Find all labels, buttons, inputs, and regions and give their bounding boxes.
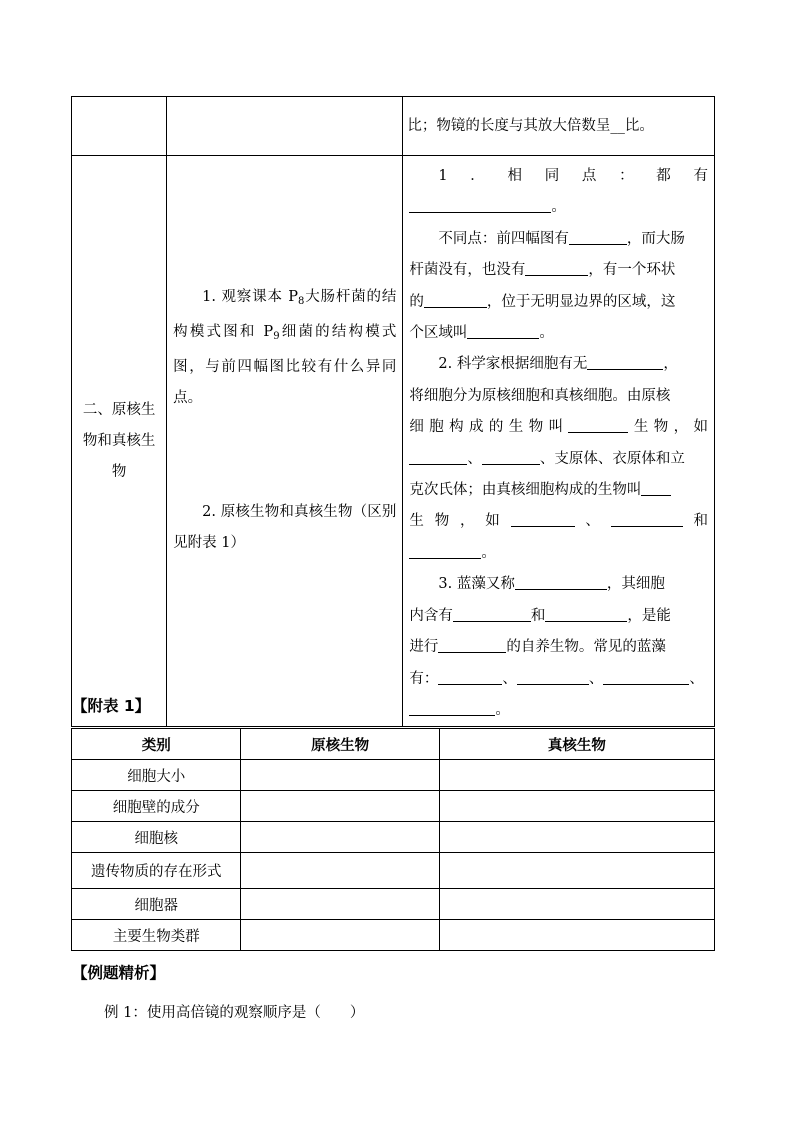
cell-empty bbox=[167, 97, 403, 156]
fill-blank[interactable] bbox=[641, 481, 671, 497]
answer-line: 杆菌没有，也没有 ，有一个环状 bbox=[409, 262, 676, 279]
answer-line: 不同点：前四幅图有 ，而大肠 bbox=[438, 230, 685, 247]
row-label: 细胞核 bbox=[72, 822, 241, 853]
activity-2: 2. 原核生物和真核生物（区别见附表 1） bbox=[173, 504, 397, 551]
answer-line: 有： 、 、 、 bbox=[409, 670, 704, 687]
answer-text: 比；物镜的长度与其放大倍数呈__比。 bbox=[407, 117, 654, 134]
fill-blank[interactable] bbox=[568, 418, 628, 434]
answer-line: 生物，如 、 和 bbox=[409, 513, 709, 530]
column-header: 类别 bbox=[72, 729, 241, 760]
fill-blank[interactable] bbox=[515, 575, 607, 591]
appendix-table bbox=[71, 728, 715, 951]
answer-cell bbox=[403, 156, 715, 727]
answer-line: 1．相同点：都有 bbox=[438, 168, 708, 184]
column-header: 原核生物 bbox=[241, 729, 439, 760]
example-question: 例 1：使用高倍镜的观察顺序是（ ） bbox=[104, 1005, 365, 1021]
fill-blank[interactable] bbox=[438, 669, 502, 685]
column-header: 真核生物 bbox=[439, 729, 714, 760]
answer-block bbox=[403, 156, 714, 726]
fill-blank[interactable] bbox=[467, 324, 539, 340]
fill-blank[interactable] bbox=[525, 261, 588, 277]
fill-blank[interactable] bbox=[482, 449, 540, 465]
content-table bbox=[71, 96, 715, 727]
fill-blank[interactable] bbox=[517, 669, 589, 685]
table-row bbox=[72, 822, 715, 853]
fill-blank[interactable] bbox=[569, 229, 627, 245]
answer-line: 内含有 和 ，是能 bbox=[409, 607, 671, 624]
answer-line: 。 bbox=[409, 538, 708, 569]
table-row bbox=[72, 97, 715, 156]
row-label: 细胞器 bbox=[72, 889, 241, 920]
fill-blank[interactable] bbox=[603, 669, 689, 685]
table-cell[interactable] bbox=[241, 760, 439, 791]
answer-line: 细胞构成的生物叫 生物，如 bbox=[409, 419, 709, 436]
answer-line: 的 ，位于无明显边界的区域，这 bbox=[409, 293, 676, 310]
table-row bbox=[72, 889, 715, 920]
answer-line: 2. 科学家根据细胞有无 ， bbox=[438, 356, 678, 373]
table-row bbox=[72, 156, 715, 727]
cell-empty bbox=[72, 97, 167, 156]
fill-blank[interactable] bbox=[545, 606, 627, 622]
answer-line: 克次氏体；由真核细胞构成的生物叫 bbox=[409, 475, 708, 506]
fill-blank[interactable] bbox=[438, 638, 506, 654]
table-cell[interactable] bbox=[241, 889, 439, 920]
fill-blank[interactable] bbox=[424, 292, 487, 308]
examples-heading: 【例题精析】 bbox=[72, 964, 166, 982]
table-header-row bbox=[72, 729, 715, 760]
table-cell[interactable] bbox=[439, 822, 714, 853]
table-cell[interactable] bbox=[439, 791, 714, 822]
table-cell[interactable] bbox=[241, 822, 439, 853]
activity-1: 1. 观察课本 $P_8$大肠杆菌的结构模式图和 $P_9$细菌的结构模式图，与前四幅图比较有什么异同点。 bbox=[173, 289, 397, 406]
table-cell[interactable] bbox=[439, 853, 714, 889]
row-label: 细胞大小 bbox=[72, 760, 241, 791]
row-label: 遗传物质的存在形式 bbox=[72, 853, 241, 889]
fill-blank[interactable] bbox=[453, 606, 531, 622]
table-cell[interactable] bbox=[241, 853, 439, 889]
answer-line: 、 、支原体、衣原体和立 bbox=[409, 444, 708, 475]
section-title: 二、原核生物和真核生物 bbox=[82, 401, 156, 480]
table-cell[interactable] bbox=[241, 791, 439, 822]
appendix-heading: 【附表 1】 bbox=[72, 697, 151, 715]
answer-line: 个区域叫 。 bbox=[409, 325, 554, 342]
section-title-cell bbox=[72, 156, 167, 727]
answer-line: 3. 蓝藻又称 ，其细胞 bbox=[438, 576, 665, 593]
activity-cell bbox=[167, 156, 403, 727]
table-row bbox=[72, 920, 715, 951]
fill-blank[interactable] bbox=[409, 449, 467, 465]
table-row bbox=[72, 791, 715, 822]
answer-cell bbox=[403, 97, 715, 156]
answer-line: 。 bbox=[409, 695, 708, 726]
fill-blank[interactable] bbox=[587, 355, 663, 371]
table-cell[interactable] bbox=[439, 889, 714, 920]
fill-blank[interactable] bbox=[511, 512, 575, 528]
table-row bbox=[72, 760, 715, 791]
answer-line: 进行 的自养生物。常见的蓝藻 bbox=[409, 639, 666, 656]
table-cell[interactable] bbox=[241, 920, 439, 951]
table-cell[interactable] bbox=[439, 760, 714, 791]
fill-blank[interactable] bbox=[409, 198, 551, 214]
answer-line: 将细胞分为原核细胞和真核细胞。由原核 bbox=[409, 387, 671, 404]
table-cell[interactable] bbox=[439, 920, 714, 951]
fill-blank[interactable] bbox=[409, 543, 481, 559]
row-label: 主要生物类群 bbox=[72, 920, 241, 951]
table-row bbox=[72, 853, 715, 889]
row-label: 细胞壁的成分 bbox=[72, 791, 241, 822]
fill-blank[interactable] bbox=[611, 512, 683, 528]
fill-blank[interactable] bbox=[409, 700, 495, 716]
answer-line: 。 bbox=[409, 192, 708, 223]
